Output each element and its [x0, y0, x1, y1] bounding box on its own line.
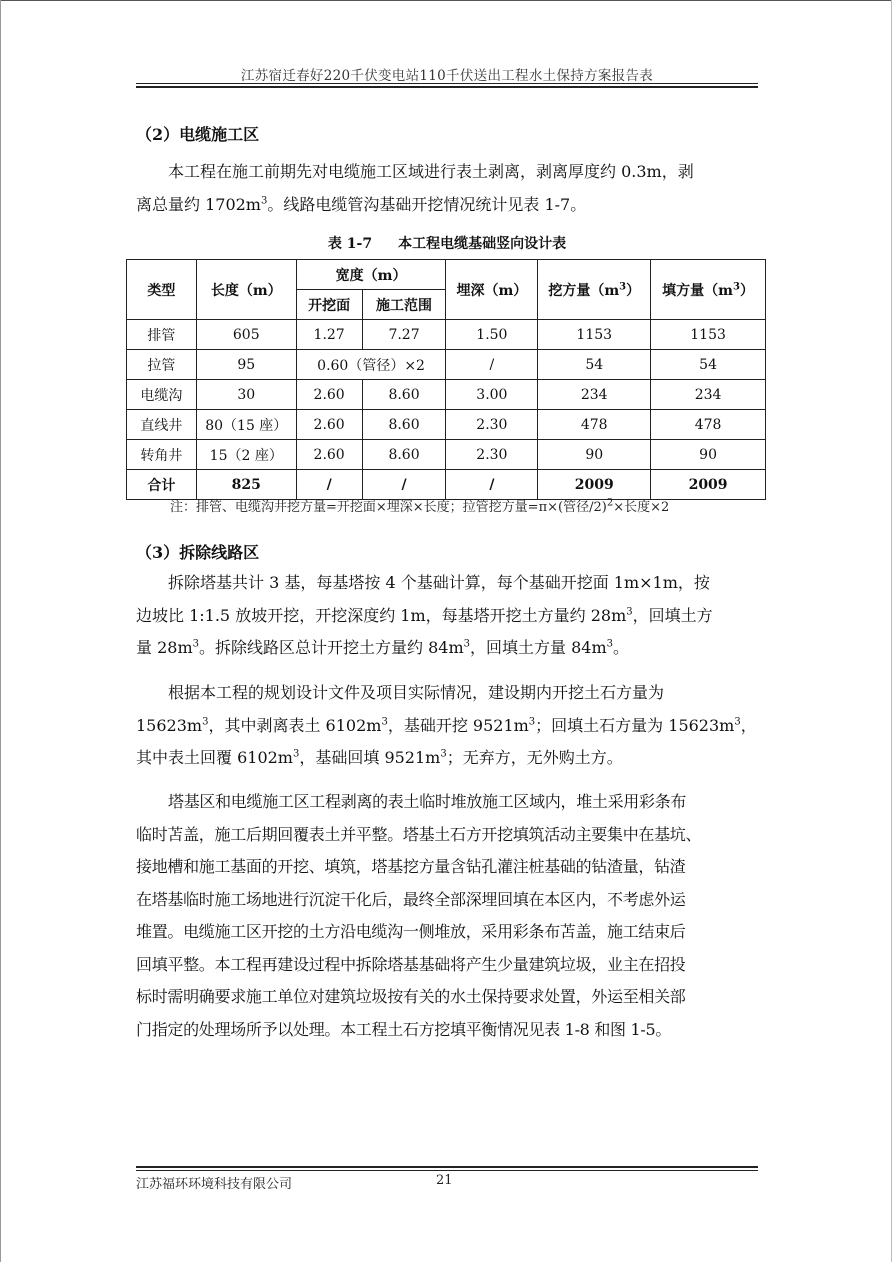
cell-construct: 7.27	[362, 320, 446, 350]
cell-type: 转角井	[127, 440, 197, 470]
text-run: ，其中剥离表土 6102m	[208, 715, 382, 735]
header-type: 类型	[127, 260, 197, 320]
cell-length: 30	[196, 380, 296, 410]
footer-company: 江苏福环环境科技有限公司	[136, 1177, 293, 1192]
paragraph-line: 根据本工程的规划设计文件及项目实际情况，建设期内开挖土石方量为	[168, 683, 665, 702]
superscript: 3	[440, 748, 447, 760]
page-top-border	[0, 0, 892, 2]
cell-excavation: 1153	[538, 320, 651, 350]
header-length: 长度（m）	[196, 260, 296, 320]
cell-open: /	[296, 470, 362, 500]
table-row	[127, 350, 766, 380]
cell-open: 1.27	[296, 320, 362, 350]
cell-open: 2.60	[296, 380, 362, 410]
superscript: 3	[734, 716, 741, 728]
table-header-row	[127, 260, 766, 290]
paragraph-line: 堆置。电缆施工区开挖的土方沿电缆沟一侧堆放，采用彩条布苫盖，施工结束后	[136, 922, 686, 941]
paragraph-line: 本工程在施工前期先对电缆施工区域进行表土剥离，剥离厚度约 0.3m，剥	[168, 162, 694, 181]
cell-open: 2.60	[296, 410, 362, 440]
superscript: 3	[292, 748, 300, 760]
paragraph-line	[136, 600, 758, 633]
header-text: 挖方量（m	[548, 282, 620, 299]
text-run: ，	[740, 715, 757, 735]
table-row	[127, 320, 766, 350]
paragraph-line: 临时苫盖，施工后期回覆表土并平整。塔基土石方开挖填筑活动主要集中在基坑、	[136, 824, 702, 844]
cell-depth: /	[446, 350, 538, 380]
paragraph-line: 标时需明确要求施工单位对建筑垃圾按有关的水土保持要求处置，外运至相关部	[136, 987, 686, 1006]
header-text: ）	[626, 282, 641, 299]
cable-area-paragraph	[136, 156, 758, 221]
note-text: 注：排管、电缆沟井挖方量=开挖面×埋深×长度；拉管挖方量=π×(管径/2)	[170, 500, 607, 515]
superscript: 3	[202, 716, 209, 728]
cell-excavation: 234	[538, 380, 651, 410]
superscript: 2	[606, 497, 614, 509]
cell-length: 80（15 座）	[196, 410, 296, 440]
page-number: 21	[436, 1173, 453, 1188]
superscript: 3	[463, 638, 470, 650]
section-heading-cable-area: （2）电缆施工区	[136, 125, 260, 144]
cell-construct: 8.60	[362, 380, 446, 410]
header-text: ）	[739, 282, 754, 299]
cell-fill: 54	[651, 350, 766, 380]
cell-type: 合计	[127, 470, 197, 500]
text-run: ；回填土石方量为 15623m	[535, 715, 735, 735]
superscript: 3	[619, 280, 627, 292]
paragraph-line	[136, 742, 758, 775]
header-excavation	[538, 260, 651, 320]
cell-fill: 2009	[651, 470, 766, 500]
paragraph-line: 接地槽和施工基面的开挖、填筑，塔基挖方量含钻孔灌注桩基础的钻渣量，钻渣	[136, 857, 686, 876]
cell-construct: 8.60	[362, 410, 446, 440]
table-row	[127, 410, 766, 440]
footer-rule	[136, 1170, 758, 1171]
note-text: ×长度×2	[613, 500, 670, 515]
cell-open: 2.60	[296, 440, 362, 470]
cable-design-table	[126, 259, 766, 500]
cell-type: 排管	[127, 320, 197, 350]
text-run: ，回填土方量 84m	[470, 638, 607, 657]
table-row	[127, 380, 766, 410]
text-run: 边坡比 1:1.5 放坡开挖，开挖深度约 1m，每基塔开挖土方量约 28m	[136, 605, 627, 625]
superscript: 3	[192, 638, 199, 650]
cell-depth: /	[446, 470, 538, 500]
cell-excavation: 90	[538, 440, 651, 470]
cell-depth: 2.30	[446, 410, 538, 440]
topsoil-handling-paragraph	[136, 786, 758, 1046]
superscript: 3	[626, 606, 633, 618]
text-run: 量 28m	[136, 638, 193, 657]
text-run: ，基础回填 9521m	[299, 748, 441, 767]
paragraph-line: 在塔基临时施工场地进行沉淀干化后，最终全部深埋回填在本区内，不考虑外运	[136, 889, 686, 909]
text-run: ；无弃方，无外购土方。	[446, 748, 623, 767]
cell-fill: 90	[651, 440, 766, 470]
table-row	[127, 440, 766, 470]
header-depth: 埋深（m）	[446, 260, 538, 320]
paragraph-line: 拆除塔基共计 3 基，每基塔按 4 个基础计算，每个基础开挖面 1m×1m，按	[168, 573, 710, 592]
header-width-construct: 施工范围	[362, 290, 446, 320]
text-run: 。线路电缆管沟基础开挖情况统计见表 1-7。	[267, 194, 587, 214]
paragraph-line: 门指定的处理场所予以处理。本工程土石方挖填平衡情况见表 1-8 和图 1-5。	[136, 1019, 672, 1039]
demolition-paragraph	[136, 567, 758, 665]
text-run: 离总量约 1702m	[136, 194, 261, 214]
cell-length: 605	[196, 320, 296, 350]
text-run: ，回填土方	[632, 605, 713, 625]
text-run: 。	[613, 638, 630, 657]
table-total-row	[127, 470, 766, 500]
cell-type: 直线井	[127, 410, 197, 440]
cell-construct: /	[362, 470, 446, 500]
table-number: 表 1-7	[327, 236, 373, 252]
cell-type: 电缆沟	[127, 380, 197, 410]
cell-excavation: 2009	[538, 470, 651, 500]
superscript: 3	[260, 195, 268, 207]
text-run: 。拆除线路区总计开挖土方量约 84m	[199, 638, 464, 657]
header-rule	[136, 83, 758, 84]
cell-excavation: 478	[538, 410, 651, 440]
cell-depth: 1.50	[446, 320, 538, 350]
cell-fill: 478	[651, 410, 766, 440]
cell-fill: 234	[651, 380, 766, 410]
superscript: 3	[528, 716, 536, 728]
header-text: 填方量（m	[662, 282, 733, 299]
text-run: ，基础开挖 9521m	[387, 715, 529, 735]
cell-type: 拉管	[127, 350, 197, 380]
cell-length: 825	[196, 470, 296, 500]
cell-merged-width: 0.60（管径）×2	[296, 350, 446, 380]
superscript: 3	[733, 280, 740, 292]
cell-excavation: 54	[538, 350, 651, 380]
header-rule-thick	[136, 86, 758, 88]
cell-length: 15（2 座）	[196, 440, 296, 470]
paragraph-line	[136, 710, 758, 743]
cell-construct: 8.60	[362, 440, 446, 470]
text-run: 其中表土回覆 6102m	[136, 748, 293, 767]
page-header-title: 江苏宿迁春好220千伏变电站110千伏送出工程水土保持方案报告表	[240, 68, 654, 84]
footer-rule-thick	[136, 1166, 758, 1168]
header-width-open: 开挖面	[296, 290, 362, 320]
section-heading-demolition-area: （3）拆除线路区	[136, 543, 260, 562]
table-note	[170, 496, 669, 515]
cell-length: 95	[196, 350, 296, 380]
table-title: 本工程电缆基础竖向设计表	[398, 236, 567, 252]
earthwork-summary-paragraph	[136, 677, 758, 775]
table-caption	[136, 233, 758, 253]
paragraph-line	[136, 189, 758, 222]
paragraph-line: 回填平整。本工程再建设过程中拆除塔基基础将产生少量建筑垃圾，业主在招投	[136, 954, 686, 974]
paragraph-line	[136, 632, 758, 665]
header-width: 宽度（m）	[296, 260, 446, 290]
cell-depth: 3.00	[446, 380, 538, 410]
cell-depth: 2.30	[446, 440, 538, 470]
superscript: 3	[381, 716, 388, 728]
cell-fill: 1153	[651, 320, 766, 350]
superscript: 3	[606, 638, 613, 650]
page-left-border	[0, 0, 1, 1262]
header-fill	[651, 260, 766, 320]
paragraph-line: 塔基区和电缆施工区工程剥离的表土临时堆放施工区域内，堆土采用彩条布	[168, 792, 687, 811]
text-run: 15623m	[136, 715, 203, 735]
